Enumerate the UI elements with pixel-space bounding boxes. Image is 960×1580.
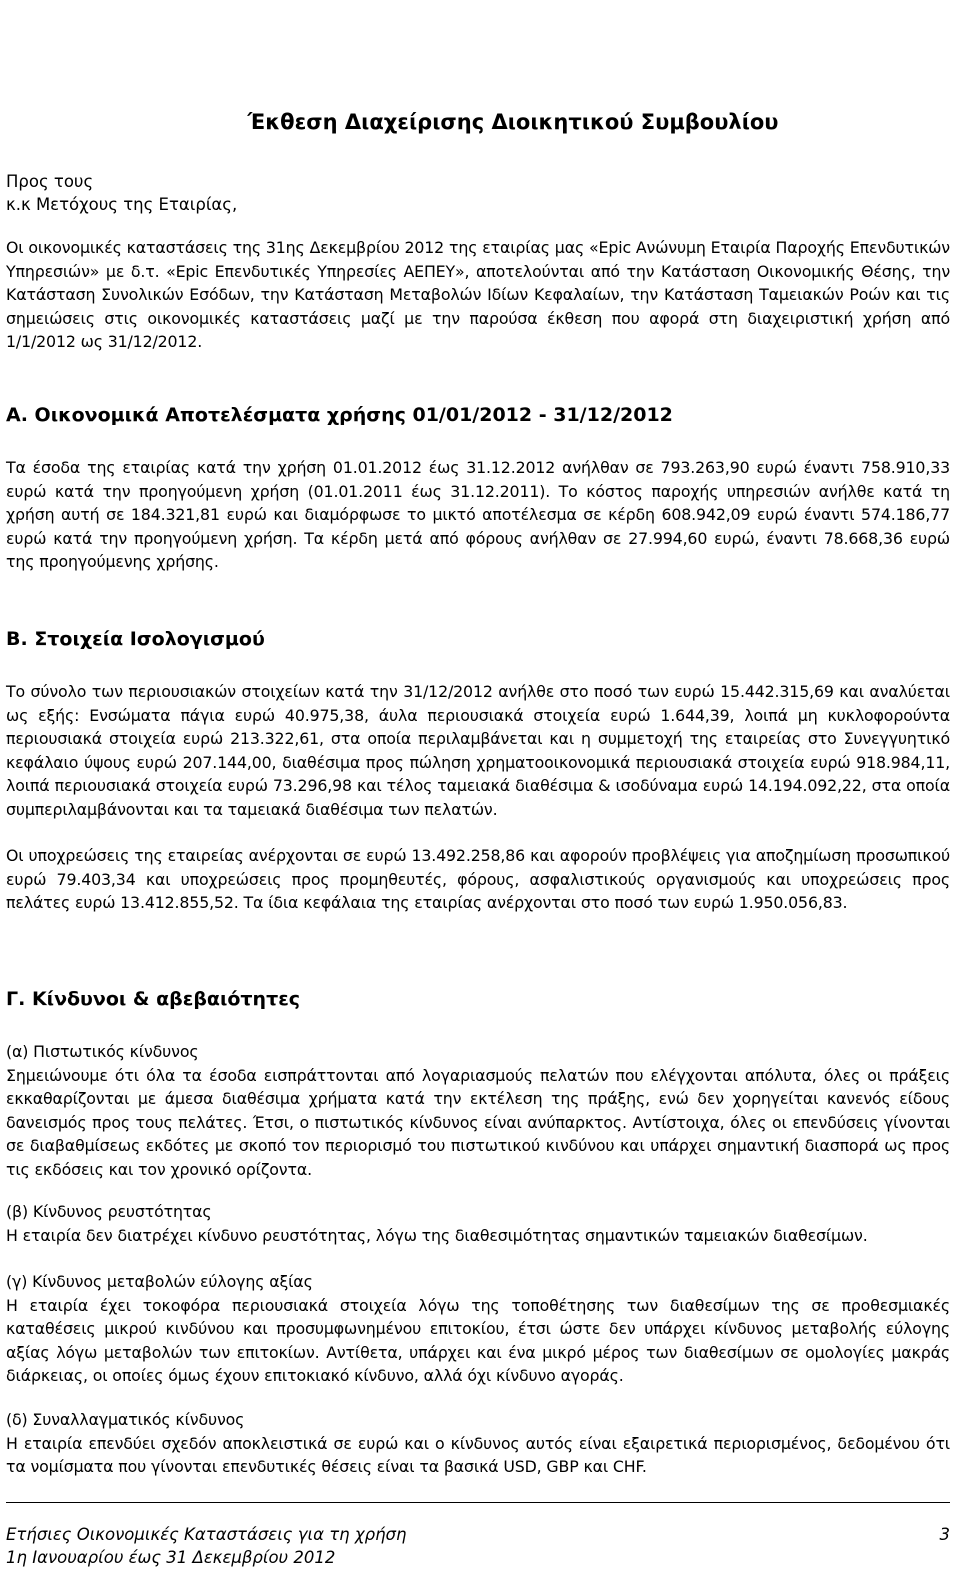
footer-line-1: Ετήσιες Οικονομικές Καταστάσεις για τη χρήση [6, 1525, 407, 1544]
risk-fair-value [6, 1270, 950, 1388]
salutation-line-2: κ.κ Μετόχους της Εταιρίας, [6, 195, 238, 214]
document-page [6, 0, 950, 1580]
section-b-paragraph-1: Το σύνολο των περιουσιακών στοιχείων κατά την 31/12/2012 ανήλθε στο ποσό των ευρώ 15.442.315,69 και αναλύεται ως εξής: Ενσώματα πάγια ευρώ 40.975,38, άυλα περιουσιακά στοιχεία ευρώ 1.644,39, λοιπά μη κυκλοφορούντα περιουσιακά στοιχεία ευρώ 213.322,61, στα οποία περιλαμβάνεται και η συμμετοχή της εταιρείας στο Συνεγγυητικό κεφάλαιο ύψους ευρώ 207.144,00, διαθέσιμα προς πώληση χρηματοοικονομικά περιουσιακά στοιχεία ευρώ 918.984,11, λοιπά περιουσιακά στοιχεία ευρώ 73.296,98 και τέλος ταμειακά διαθέσιμα & ισοδύναμα ευρώ 14.194.092,22, στα οποία συμπεριλαμβάνονται και τα ταμειακά διαθέσιμα των πελατών. [6, 682, 950, 819]
section-a-paragraph: Τα έσοδα της εταιρίας κατά την χρήση 01.01.2012 έως 31.12.2012 ανήλθαν σε 793.263,90 ευρώ έναντι 758.910,33 ευρώ κατά την προηγούμενη χρήση (01.01.2011 έως 31.12.2011). Το κόστος παροχής υπηρεσιών ανήλθε κατά τη χρήση αυτή σε 184.321,81 ευρώ και διαμόρφωσε το μικτό αποτέλεσμα σε κέρδη 608.942,09 ευρώ έναντι 574.186,77 ευρώ κατά την προηγούμενη χρήση. Τα κέρδη μετά από φόρους ανήλθαν σε 27.994,60 ευρώ, έναντι 78.668,36 ευρώ της προηγούμενης χρήσης. [6, 458, 950, 572]
risk-credit-text: Σημειώνουμε ότι όλα τα έσοδα εισπράττονται από λογαριασμούς πελατών που ελέγχονται απόλυτα, όλες οι πράξεις εκκαθαρίζονται με άμεσα διαθέσιμα χρήματα κατά την εκτέλεση της πράξης, ενώ δεν χορηγείται κανενός είδους δανεισμός προς τους πελάτες. Έτσι, ο πιστωτικός κίνδυνος είναι ανύπαρκτος. Αντίστοιχα, όλες οι επενδύσεις γίνονται σε διαβαθμίσεως εκδότες με σκοπό τον περιορισμό του πιστωτικού κινδύνου και υπάρχει σημαντική διασπορά ως προς τις εκδόσεις και τον χρονικό ορίζοντα. [6, 1065, 950, 1179]
report-title: Έκθεση Διαχείρισης Διοικητικού Συμβουλίου [247, 110, 779, 134]
section-b-paragraph-2: Οι υποχρεώσεις της εταιρείας ανέρχονται σε ευρώ 13.492.258,86 και αφορούν προβλέψεις για αποζημίωση προσωπικού ευρώ 79.403,34 και υποχρεώσεις προς προμηθευτές, φόρους, ασφαλιστικούς οργανισμούς και υποχρεώσεις προς πελάτες ευρώ 13.412.855,52. Τα ίδια κεφάλαια της εταιρίας ανέρχονται στο ποσό των ευρώ 1.950.056,83. [6, 846, 950, 913]
risk-fair-value-title: (γ) Κίνδυνος μεταβολών εύλογης αξίας [6, 1272, 313, 1291]
intro-paragraph: Οι οικονομικές καταστάσεις της 31ης Δεκεμβρίου 2012 της εταιρίας μας «Epic Ανώνυμη Εταιρία Παροχής Επενδυτικών Υπηρεσιών» με δ.τ. «Epic Επενδυτικές Υπηρεσίες ΑΕΠΕΥ», αποτελούνται από την Κατάσταση Οικονομικής Θέσης, την Κατάσταση Συνολικών Εσόδων, την Κατάσταση Μεταβολών Ιδίων Κεφαλαίων, την Κατάσταση Ταμειακών Ροών και τις σημειώσεις στις οικονομικές καταστάσεις μαζί με την παρούσα έκθεση που αφορά στη διαχειριστική χρήση από 1/1/2012 ως 31/12/2012. [6, 238, 950, 352]
risk-liquidity [6, 1200, 950, 1247]
footer-line-2: 1η Ιανουαρίου έως 31 Δεκεμβρίου 2012 [6, 1548, 336, 1567]
salutation [6, 170, 237, 216]
risk-credit [6, 1040, 950, 1182]
section-a-heading: Α. Οικονομικά Αποτελέσματα χρήσης 01/01/2012 - 31/12/2012 [6, 404, 673, 426]
risk-liquidity-text: Η εταιρία δεν διατρέχει κίνδυνο ρευστότητας, λόγω της διαθεσιμότητας σημαντικών ταμειακών διαθεσίμων. [6, 1225, 868, 1245]
risk-fx-title: (δ) Συναλλαγματικός κίνδυνος [6, 1410, 245, 1429]
risk-fx-text: Η εταιρία επενδύει σχεδόν αποκλειστικά σε ευρώ και ο κίνδυνος αυτός είναι εξαιρετικά περιορισμένος, δεδομένου ότι τα νομίσματα που γίνονται επενδυτικές θέσεις είναι τα βασικά USD, GBP και CHF. [6, 1433, 950, 1477]
page-footer [6, 1502, 950, 1569]
risk-fair-value-text: Η εταιρία έχει τοκοφόρα περιουσιακά στοιχεία λόγω της τοποθέτησης των διαθεσίμων της σε προθεσμιακές καταθέσεις μικρού κινδύνου και προσυμφωνημένου επιτοκίου, έτσι ώστε δεν υπάρχει κίνδυνος μεταβολής εύλογης αξίας λόγω μεταβολών των επιτοκίων. Αντίθετα, υπάρχει και ένα μικρό μέρος των διαθεσίμων σε ομολογίες μακράς διάρκειας, οι οποίες όμως έχουν επιτοκιακό κίνδυνο, αλλά όχι κίνδυνο αγοράς. [6, 1295, 950, 1386]
section-c-heading: Γ. Κίνδυνοι & αβεβαιότητες [6, 988, 301, 1010]
risk-credit-title: (α) Πιστωτικός κίνδυνος [6, 1042, 199, 1061]
page-number: 3 [939, 1525, 950, 1544]
section-b-heading: Β. Στοιχεία Ισολογισμού [6, 628, 265, 650]
risk-fx [6, 1408, 950, 1479]
salutation-line-1: Προς τους [6, 172, 94, 191]
risk-liquidity-title: (β) Κίνδυνος ρευστότητας [6, 1202, 212, 1221]
